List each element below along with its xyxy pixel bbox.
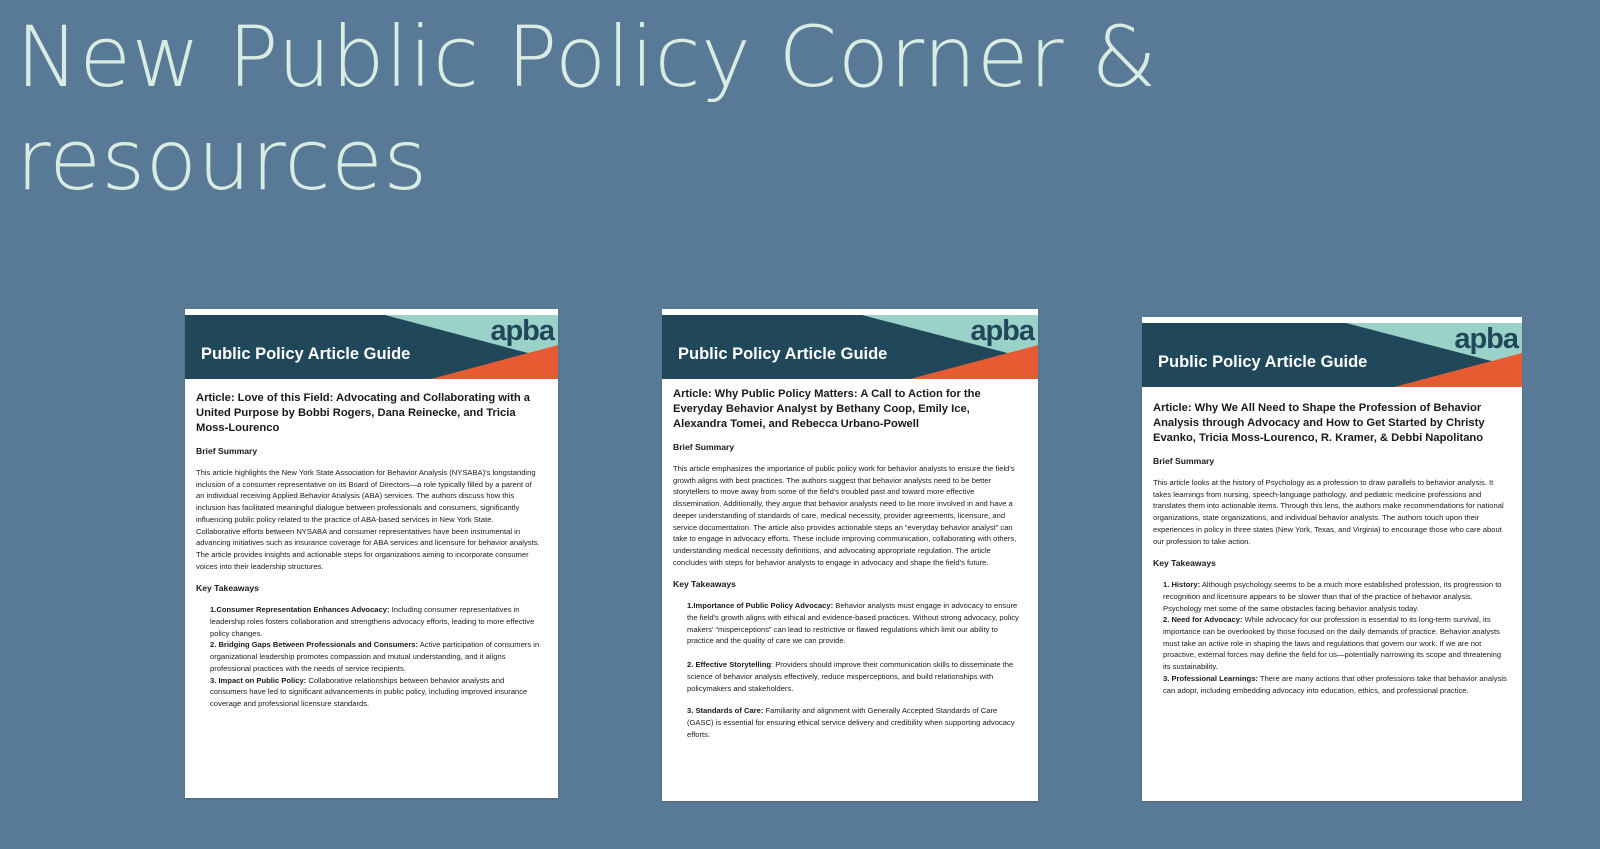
key-takeaways-list <box>196 604 540 709</box>
takeaway-item: 3. Standards of Care: Familiarity and alignment with Generally Accepted Standards of Care (GASC) is essential for ensuring ethical service delivery and credibility when supporting advocacy efforts. <box>687 706 1015 739</box>
brief-summary-text: This article emphasizes the importance of public policy work for behavior analysts to ensure the field's growth aligns with best practices. The authors suggest that behavior analysts need to be better storytellers to move away from some of the field's troubled past and toward more effective dissemination. Additionally, they argue that behavior analysts need to be more involved in and have a deeper understanding of standards of care, medical necessity, provider agreements, licensure, and service documentation. The article also provides actionable steps an “everyday behavior analyst” can take to engage in advocacy efforts. These include improving communication, collaborating with others, understanding medical necessity definitions, and advocating appropriate regulation. The article concludes with steps for behavior analysts to engage in advocacy and shape the field's future. <box>673 464 1017 567</box>
takeaway-item: 2. Effective Storytelling: Providers should improve their communication skills to disseminate the science of behavior analysis effectively, reduce misperceptions, and build relationships with policymakers and stakeholders. <box>687 660 1014 693</box>
article-guide-card-2[interactable] <box>662 309 1038 801</box>
brief-summary-label: Brief Summary <box>673 442 735 452</box>
article-title: Article: Why Public Policy Matters: A Call to Action for the Everyday Behavior Analyst by Bethany Coop, Emily Ice, Alexandra Tomei, and Rebecca Urbano-Powell <box>673 388 981 430</box>
takeaway-item: 2. Bridging Gaps Between Professionals and Consumers: Active participation of consumers in organizational leadership promotes compassion and mutual understanding, and it aligns professional practices with the needs of service recipients. <box>210 640 540 673</box>
apba-logo: apba <box>490 315 554 347</box>
takeaway-item: 3. Impact on Public Policy: Collaborative relationships between behavior analysts and consumers have led to significant advancements in public policy, including improved insurance coverage and professional licensure standards. <box>210 675 528 708</box>
takeaway-item: 1.Consumer Representation Enhances Advocacy: Including consumer representatives in leadership roles fosters collaboration and strengthens advocacy efforts, leading to more effective policy changes. <box>210 605 535 638</box>
article-guide-card-3[interactable] <box>1142 317 1522 801</box>
banner-title: Public Policy Article Guide <box>678 345 888 363</box>
card-banner <box>662 309 1038 379</box>
article-title: Article: Why We All Need to Shape the Profession of Behavior Analysis through Advocacy and How to Get Started by Christy Evanko, Tricia Moss-Lourenco, R. Kramer, & Debbi Napolitano <box>1153 402 1485 444</box>
banner-title: Public Policy Article Guide <box>1158 353 1368 371</box>
key-takeaways-label: Key Takeaways <box>1153 558 1216 569</box>
article-title: Article: Love of this Field: Advocating and Collaborating with a United Purpose by Bobbi Rogers, Dana Reinecke, and Tricia Moss-Lourenco <box>196 392 530 434</box>
takeaway-item: 1. History: Although psychology seems to be a much more established profession, its progression to recognition and licensure appears to be slower than that of the practice of behavior analysis. Psychology met some of the same obstacles facing behavior analysis today. <box>1163 580 1502 613</box>
card-banner <box>1142 317 1522 387</box>
brief-summary-text: This article looks at the history of Psychology as a profession to draw parallels to behavior analysis. It takes learnings from nursing, speech-language pathology, and pediatric medicine professions and translates them into actionable items. Through this lens, the authors make recommendations for national organizations, state organizations, and individual behavior analysts. The authors touch upon their experiences in policy in three states (New York, Texas, and Virginia) to encourage those who care about our profession to take action. <box>1153 478 1504 546</box>
brief-summary-label: Brief Summary <box>196 446 258 456</box>
apba-logo: apba <box>1454 323 1518 355</box>
brief-summary-label: Brief Summary <box>1153 456 1215 466</box>
card-banner <box>185 309 558 379</box>
takeaway-item: 1.Importance of Public Policy Advocacy: Behavior analysts must engage in advocacy to ensure the field's growth aligns with ethical and evidence-based practices. Without strong advocacy, policy makers' “misperceptions” can lead to restrictive or flawed regulations which limit our ability to practice and the quality of care we can provide. <box>687 601 1019 646</box>
takeaway-item: 2. Need for Advocacy: While advocacy for our profession is essential to its long-term survival, its importance can be overlooked by those focused on the daily demands of practice. Behavior analysts must take an active role in shaping the laws and regulations that govern our work. If we are not proactive, external forces may define the field for us—potentially narrowing its scope and threatening its sustainability. <box>1163 615 1502 672</box>
key-takeaways-label: Key Takeaways <box>673 579 736 590</box>
article-guide-card-1[interactable] <box>185 309 558 798</box>
brief-summary-text: This article highlights the New York State Association for Behavior Analysis (NYSABA)'s longstanding inclusion of a consumer representative on its Board of Directors—a role typically filled by a parent of an individual receiving Applied Behavior Analysis (ABA) services. The authors discuss how this inclusion has facilitated meaningful dialogue between professionals and consumers, significantly influencing public policy related to the practice of ABA-based services in New York State. Collaborative efforts between NYSABA and consumer representatives have been instrumental in advancing initiatives such as insurance coverage for ABA services and licensure for behavior analysts. The article provides insights and actionable steps for organizations aiming to incorporate consumer voices into their leadership structures. <box>196 468 540 571</box>
takeaway-item: 3. Professional Learnings: There are many actions that other professions take that behavior analysis can adopt, including embedding advocacy into education, ethics, and professional practice. <box>1163 673 1507 695</box>
apba-logo: apba <box>970 315 1034 347</box>
key-takeaways-list <box>673 600 1020 740</box>
key-takeaways-label: Key Takeaways <box>196 583 259 594</box>
page-title: New Public Policy Corner & resources <box>16 8 1158 209</box>
key-takeaways-list <box>1153 579 1508 696</box>
banner-title: Public Policy Article Guide <box>201 345 411 363</box>
